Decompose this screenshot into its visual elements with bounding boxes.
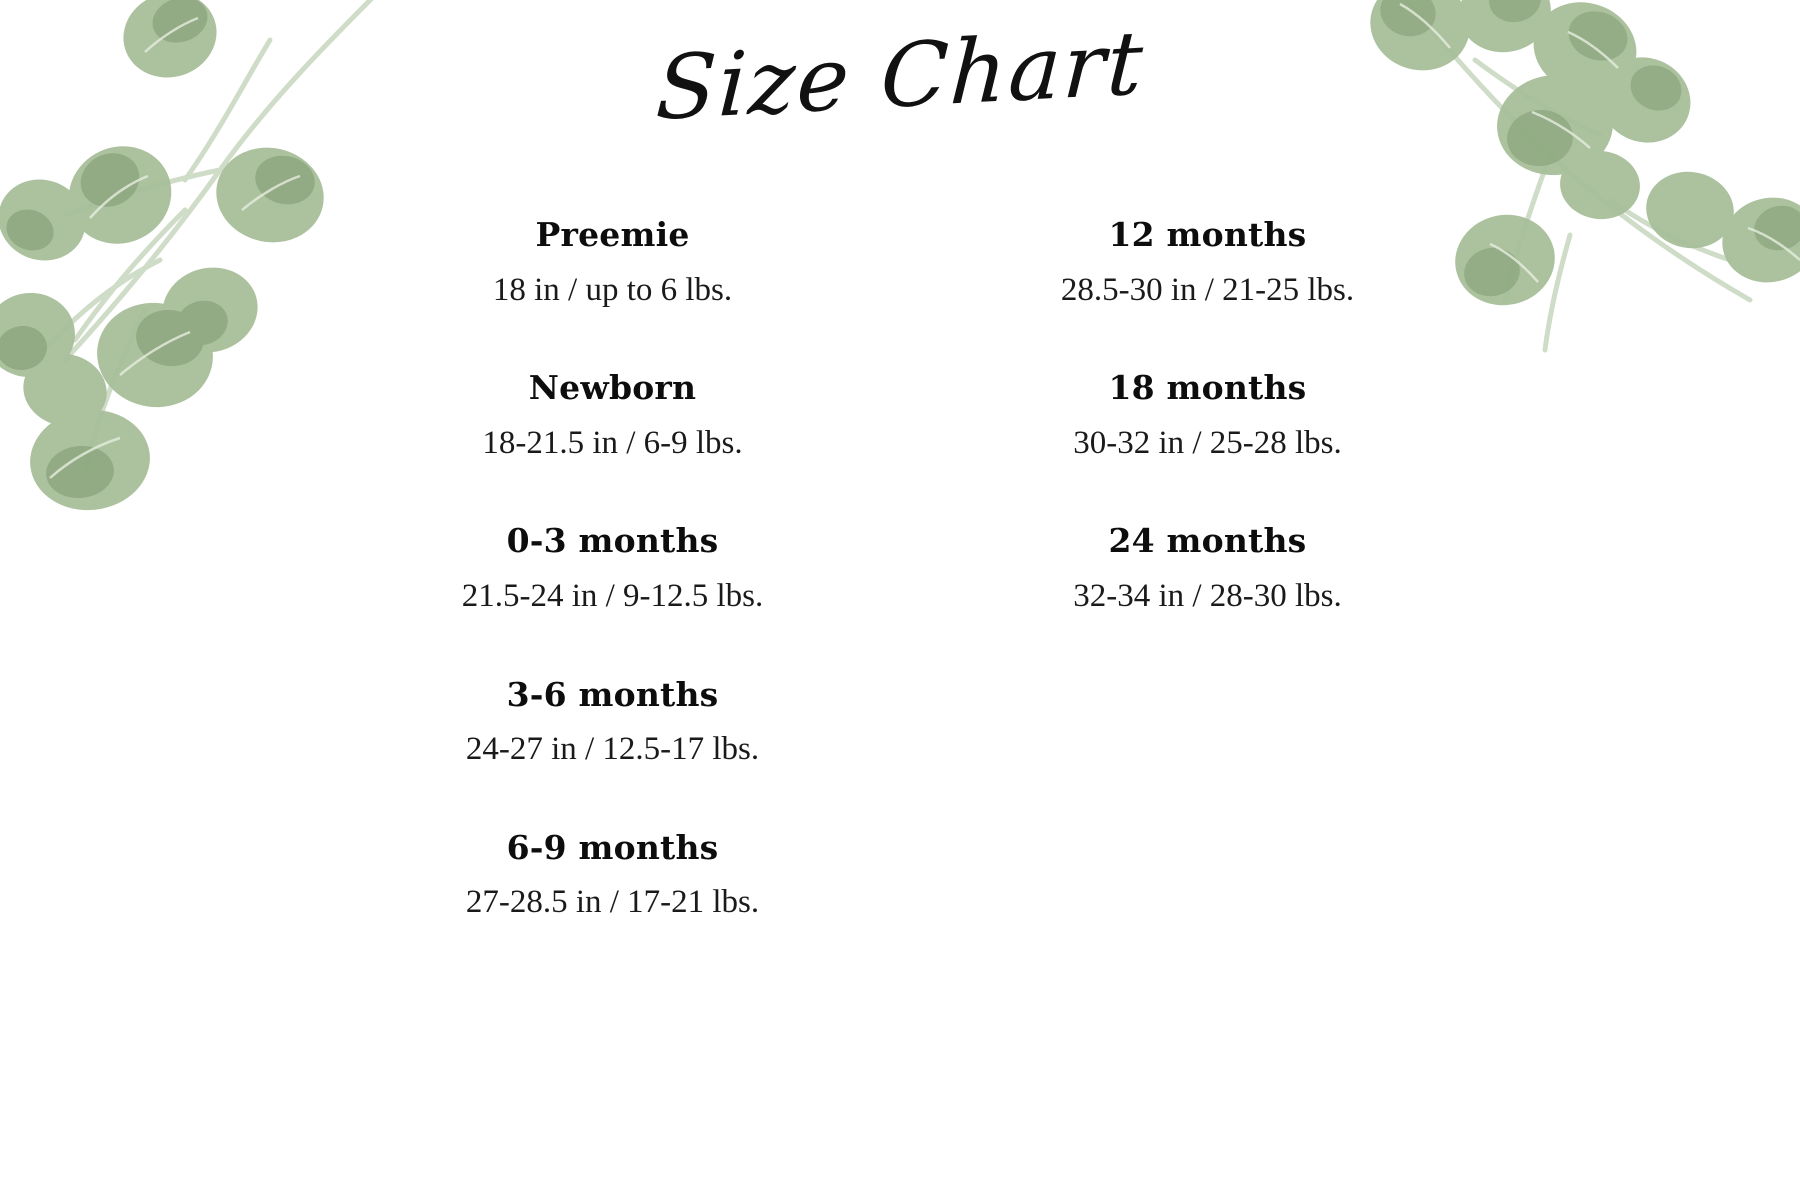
size-detail: 21.5-24 in / 9-12.5 lbs. bbox=[461, 577, 764, 614]
size-entry bbox=[330, 828, 895, 923]
size-name: Newborn bbox=[528, 368, 697, 408]
size-name: 0-3 months bbox=[506, 521, 719, 561]
size-detail: 28.5-30 in / 21-25 lbs. bbox=[1060, 271, 1355, 308]
size-entry bbox=[330, 368, 895, 463]
size-detail: 30-32 in / 25-28 lbs. bbox=[1073, 424, 1342, 461]
size-entry bbox=[925, 521, 1490, 616]
size-entry bbox=[925, 215, 1490, 310]
size-detail: 18-21.5 in / 6-9 lbs. bbox=[482, 424, 743, 461]
size-name: 18 months bbox=[1108, 368, 1307, 408]
size-chart-columns bbox=[330, 215, 1490, 981]
size-name: 24 months bbox=[1108, 521, 1307, 561]
size-name: 12 months bbox=[1108, 215, 1307, 254]
size-column-right bbox=[895, 215, 1490, 675]
size-detail: 32-34 in / 28-30 lbs. bbox=[1073, 577, 1342, 614]
size-detail: 27-28.5 in / 17-21 lbs. bbox=[465, 884, 760, 921]
page-title-wrap bbox=[0, 10, 1800, 140]
size-entry bbox=[330, 521, 895, 616]
size-name: Preemie bbox=[535, 215, 690, 254]
size-column-left bbox=[330, 215, 895, 981]
size-entry bbox=[330, 675, 895, 770]
size-detail: 18 in / up to 6 lbs. bbox=[492, 271, 733, 308]
size-name: 3-6 months bbox=[506, 674, 719, 714]
size-detail: 24-27 in / 12.5-17 lbs. bbox=[465, 731, 760, 768]
page-title: Size Chart bbox=[653, 10, 1147, 140]
size-name: 6-9 months bbox=[506, 827, 719, 867]
size-entry bbox=[330, 215, 895, 310]
size-entry bbox=[925, 368, 1490, 463]
